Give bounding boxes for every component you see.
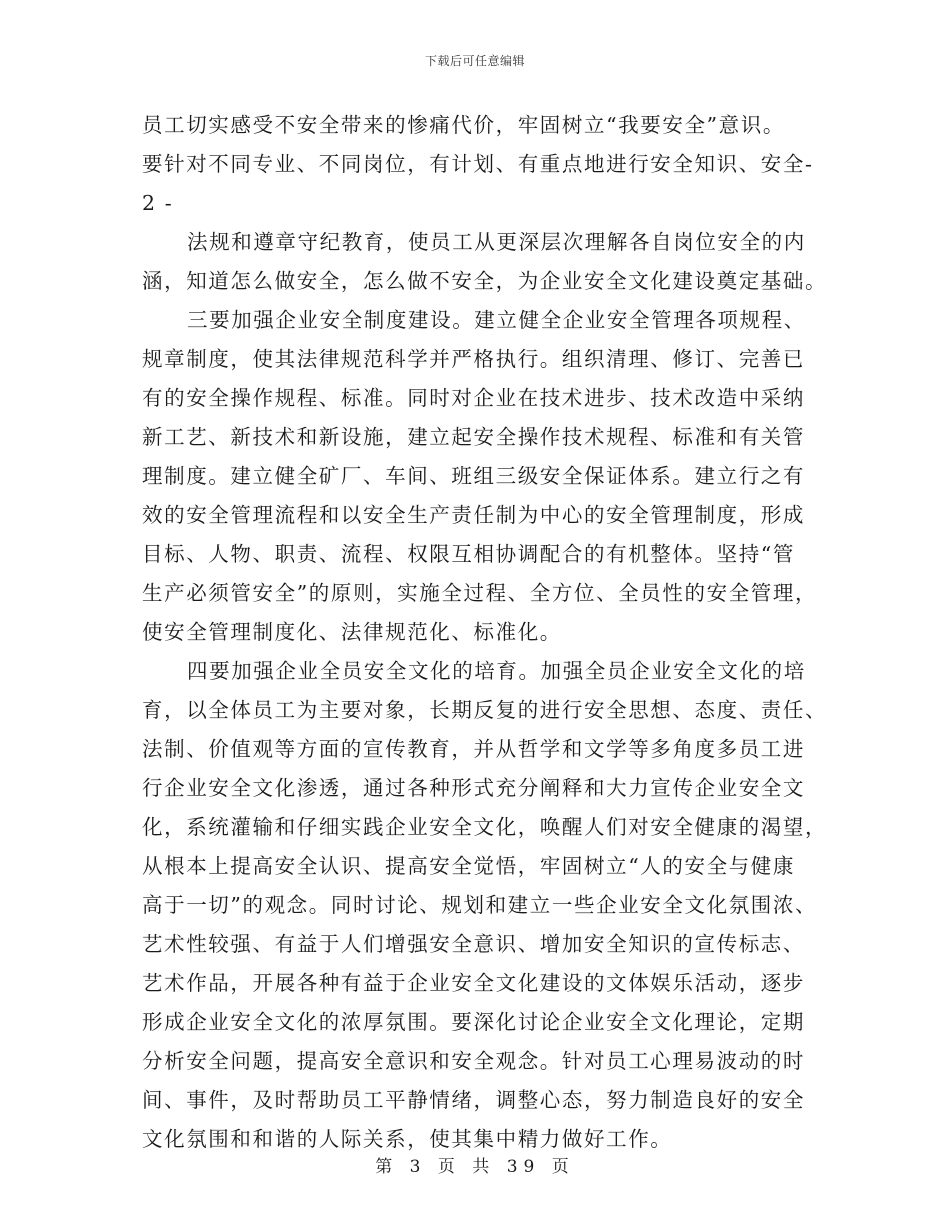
text-line: 文化氛围和和谐的人际关系，使其集中精力做好工作。 xyxy=(142,1127,673,1151)
text-line: 新工艺、新技术和新设施，建立起安全操作技术规程、标准和有关管 xyxy=(142,425,805,449)
text-line: 目标、人物、职责、流程、权限互相协调配合的有机整体。坚持“管 xyxy=(142,542,795,566)
text-line: 有的安全操作规程、标准。同时对企业在技术进步、技术改造中采纳 xyxy=(142,386,805,410)
text-line: 要针对不同专业、不同岗位，有计划、有重点地进行安全知识、安全- xyxy=(142,152,814,176)
text-line: 规章制度，使其法律规范科学并严格执行。组织清理、修订、完善已 xyxy=(142,347,805,371)
text-line: 形成企业安全文化的浓厚氛围。要深化讨论企业安全文化理论，定期 xyxy=(142,1010,805,1034)
text-line: 艺术性较强、有益于人们增强安全意识、增加安全知识的宣传标志、 xyxy=(142,932,805,956)
text-line: 法制、价值观等方面的宣传教育，并从哲学和文学等多角度多员工进 xyxy=(142,737,805,761)
text-line: 高于一切”的观念。同时讨论、规划和建立一些企业安全文化氛围浓、 xyxy=(142,893,818,917)
text-line: 效的安全管理流程和以安全生产责任制为中心的安全管理制度，形成 xyxy=(142,503,805,527)
paragraph-start-line: 法规和遵章守纪教育，使员工从更深层次理解各自岗位安全的内 xyxy=(187,230,806,254)
text-line: 生产必须管安全”的原则，实施全过程、全方位、全员性的安全管理， xyxy=(142,581,818,605)
page-number: 第 3 页 共 39 页 xyxy=(375,1157,575,1177)
text-line: 育，以全体员工为主要对象，长期反复的进行安全思想、态度、责任、 xyxy=(142,698,828,722)
text-line: 化，系统灌输和仔细实践企业安全文化，唤醒人们对安全健康的渴望， xyxy=(142,815,828,839)
text-line: 理制度。建立健全矿厂、车间、班组三级安全保证体系。建立行之有 xyxy=(142,464,805,488)
paragraph-start-line: 三要加强企业安全制度建设。建立健全企业安全管理各项规程、 xyxy=(187,308,806,332)
paragraph-start-line: 四要加强企业全员安全文化的培育。加强全员企业安全文化的培 xyxy=(187,659,806,683)
text-line: 从根本上提高安全认识、提高安全觉悟，牢固树立“人的安全与健康 xyxy=(142,854,795,878)
body-text xyxy=(142,106,828,1159)
text-line: 行企业安全文化渗透，通过各种形式充分阐释和大力宣传企业安全文 xyxy=(142,776,805,800)
text-line: 使安全管理制度化、法律规范化、标准化。 xyxy=(142,620,562,644)
text-line: 2 - xyxy=(142,191,174,215)
page-header: 下载后可任意编辑 xyxy=(424,54,525,68)
text-line: 艺术作品，开展各种有益于企业安全文化建设的文体娱乐活动，逐步 xyxy=(142,971,805,995)
text-line: 间、事件，及时帮助员工平静情绪，调整心态，努力制造良好的安全 xyxy=(142,1088,805,1112)
text-line: 涵，知道怎么做安全，怎么做不安全，为企业安全文化建设奠定基础。 xyxy=(142,269,828,293)
text-line: 分析安全问题，提高安全意识和安全观念。针对员工心理易波动的时 xyxy=(142,1049,805,1073)
text-line: 员工切实感受不安全带来的惨痛代价，牢固树立“我要安全”意识。 xyxy=(142,113,785,137)
